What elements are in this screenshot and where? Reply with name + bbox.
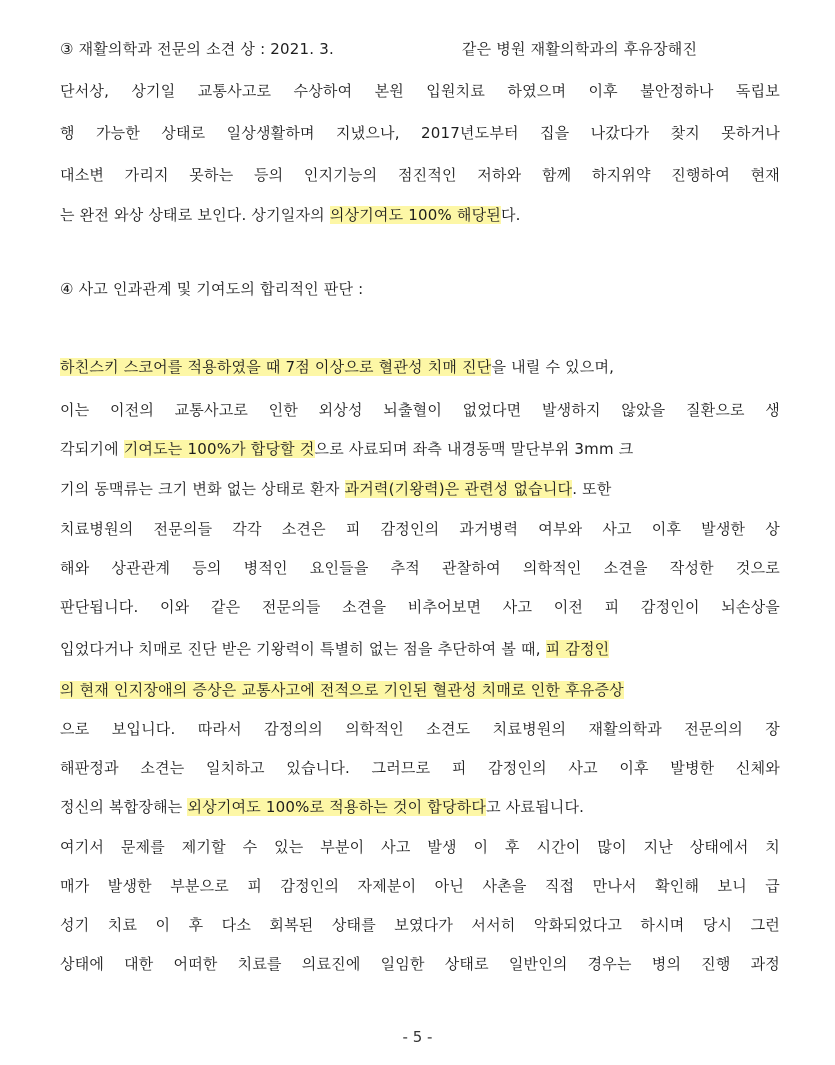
paragraph3-line5 [60,200,780,230]
highlight-contribution-100: 기여도는 100%가 합당할 것 [123,440,315,458]
highlight-examinee: 피 감정인 [545,640,610,658]
paragraph3-line3: 행 가능한 상태로 일상생활하며 지냈으나, 2017년도부터 집을 나갔다가 찾지 못하거나 [60,124,780,142]
paragraph4-line12-pre: 정신의 복합장해는 [60,798,188,816]
paragraph4-line12 [60,792,780,822]
paragraph4-line8-pre: 입었다거나 치매로 진단 받은 기왕력이 특별히 없는 점을 추단하여 볼 때, [60,640,546,658]
paragraph4-line11: 해판정과 소견는 일치하고 있습니다. 그러므로 피 감정인의 사고 이후 발병한 신체와 [60,759,780,777]
paragraph4-line4-post: . 또한 [572,480,612,498]
paragraph4-line10: 으로 보입니다. 따라서 감정의의 의학적인 소견도 치료병원의 재활의학과 전문의의 장 [60,720,780,738]
paragraph4-line16: 상태에 대한 어떠한 치료를 의료진에 일임한 상태로 일반인의 경우는 병의 진행 과정 [60,955,780,973]
paragraph4-line8 [60,634,780,664]
paragraph4-line3-pre: 각되기에 [60,440,124,458]
paragraph3-line4: 대소변 가리지 못하는 등의 인지기능의 점진적인 저하와 함께 하지위약 진행하여 현재 [60,166,780,184]
paragraph4-line7: 판단됩니다. 이와 같은 전문의들 소견을 비추어보면 사고 이전 피 감정인이 뇌손상을 [60,598,780,616]
paragraph3-line1-post: 같은 병원 재활의학과의 후유장해진 [461,40,698,58]
highlight-hachinski-score: 하친스키 스코어를 적용하였을 때 7점 이상으로 혈관성 치매 진단 [60,358,492,376]
paragraph4-line6: 해와 상관관계 등의 병적인 요인들을 추적 관찰하여 의학적인 소견을 작성한 것으로 [60,559,780,577]
paragraph4-line3 [60,434,780,464]
paragraph4-line1 [60,352,780,382]
paragraph4-line1-post: 을 내릴 수 있으며, [491,358,615,376]
paragraph4-line4-pre: 기의 동맥류는 크기 변화 없는 상태로 환자 [60,480,345,498]
highlight-cognitive-impairment: 의 현재 인지장애의 증상은 교통사고에 전적으로 기인된 혈관성 치매로 인한 후유증상 [60,681,624,699]
paragraph4-line14: 매가 발생한 부분으로 피 감정인의 자제분이 아닌 사촌을 직접 만나서 확인해 보니 급 [60,877,780,895]
paragraph4-line4 [60,474,780,504]
highlight-trauma-100-apply: 외상기여도 100%로 적용하는 것이 합당하다 [187,798,487,816]
paragraph4-line2: 이는 이전의 교통사고로 인한 외상성 뇌출혈이 없었다면 발생하지 않았을 질환으로 생 [60,401,780,419]
paragraph4-line9 [60,675,780,705]
paragraph4-title: ④ 사고 인과관계 및 기여도의 합리적인 판단 : [60,280,364,298]
paragraph3-line1-pre: ③ 재활의학과 전문의 소견 상 : 2021. 3. [60,40,334,58]
paragraph4-line12-post: 고 사료됩니다. [486,798,585,816]
paragraph4-line15: 성기 치료 이 후 다소 회복된 상태를 보였다가 서서히 악화되었다고 하시며 당시 그런 [60,916,780,934]
highlight-trauma-contribution: 의상기여도 100% 해당된 [329,206,501,224]
highlight-past-history: 과거력(기왕력)은 관련성 없습니다 [344,480,573,498]
paragraph3-line5-post: 다. [500,206,521,224]
paragraph3-line1 [60,34,780,64]
paragraph4-line13: 여기서 문제를 제기할 수 있는 부분이 사고 발생 이 후 시간이 많이 지난 상태에서 치 [60,838,780,856]
paragraph3-line5-pre: 는 완전 와상 상태로 보인다. 상기일자의 [60,206,330,224]
page-number: - 5 - [402,1028,433,1046]
paragraph4-line3-post: 으로 사료되며 좌측 내경동맥 말단부위 3mm 크 [314,440,634,458]
paragraph3-line2: 단서상, 상기일 교통사고로 수상하여 본원 입원치료 하였으며 이후 불안정하나 독립보 [60,82,780,100]
paragraph4-line5: 치료병원의 전문의들 각각 소견은 피 감정인의 과거병력 여부와 사고 이후 발생한 상 [60,520,780,538]
